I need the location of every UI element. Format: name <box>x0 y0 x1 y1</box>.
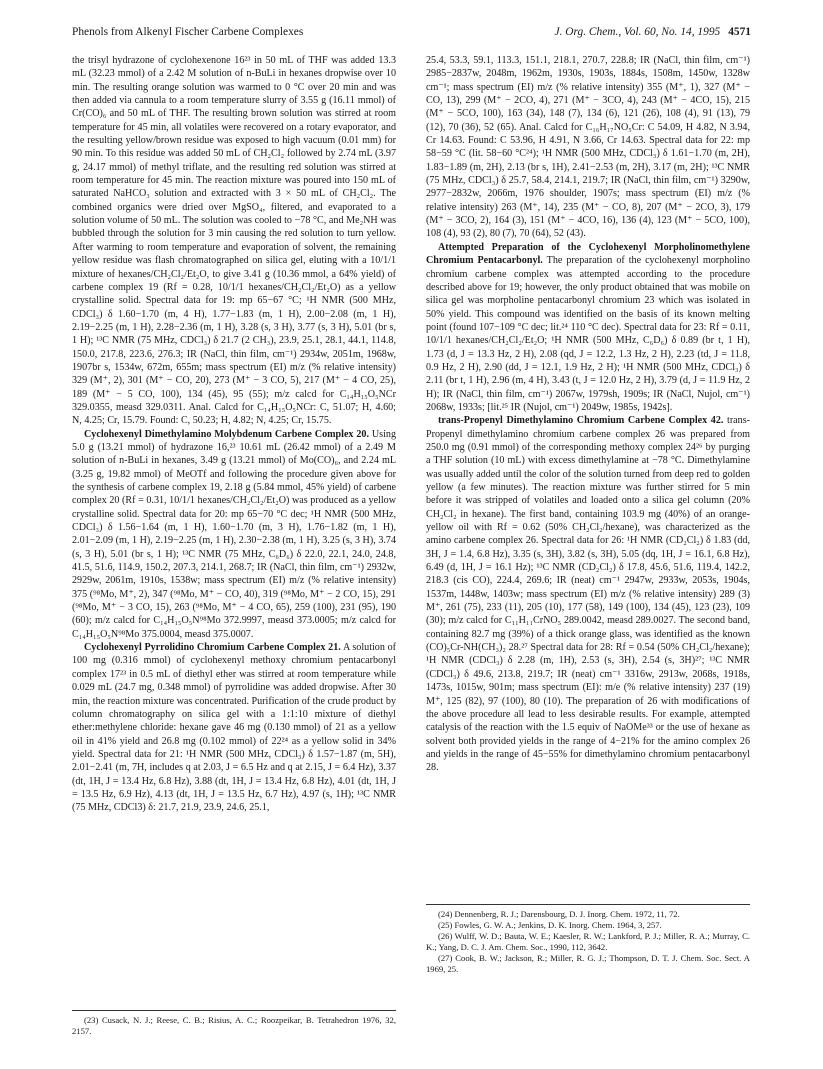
footnote: (26) Wulff, W. D.; Bauta, W. E.; Kaesler, R. W.; Lankford, P. J.; Miller, R. A.; Murray, C. K.; Yang, D. C. J. Am. Chem. Soc., 1990, 112, 3642. <box>426 931 750 952</box>
footnotes-right <box>426 904 750 975</box>
paragraph <box>426 241 750 414</box>
paragraph <box>72 428 396 642</box>
paragraph-body: The preparation of the cyclohexenyl morpholino chromium carbene complex was attempted according to the procedure described above for 19; however, the only product obtained that was mobile on silica gel was morpholine pentacarbonyl chromium 23 which was isolated in 50% yield. This compound was identified on the basis of its known melting point (found 107−109 °C dec; lit.²⁴ 110 °C dec). Spectral data for 23: Rf = 0.11, 10/1/1 hexanes/CH₂Cl₂/Et₂O; ¹H NMR (500 MHz, C₆D₆) δ 0.89 (br t, 1 H), 1.73 (d, J = 13.3 Hz, 2 H), 2.08 (qd, J = 12.2, 1.3 Hz, 2 H), 2.23 (td, J = 11.8, 0.9 Hz, 2 H), 2.90 (dd, J = 12.1, 1.9 Hz, 2 H); ¹H NMR (500 MHz, CDCl₃) δ 2.11 (br t, 1 H), 2.96 (m, 4 H), 3.43 (t, J = 12.0 Hz, 2 H), 3.79 (d, J = 11.9 Hz, 2 H); IR (NaCl, thin film, cm⁻¹) 2067w, 1979sh, 1909s; IR (NaCl, Nujol, cm⁻¹) 2068w, 1933s; [lit.²⁵ IR (Nujol, cm⁻¹) 2049w, 1985s, 1942s]. <box>426 255 750 413</box>
footnotes-left <box>72 1010 396 1037</box>
section-heading: Attempted Preparation of the Cyclohexenyl Morpholinomethylene Chromium Pentacarbonyl. <box>426 241 750 267</box>
section-heading: trans-Propenyl Dimethylamino Chromium Carbene Complex 42. <box>438 415 724 427</box>
paragraph: 25.4, 53.3, 59.1, 113.3, 151.1, 218.1, 270.7, 228.8; IR (NaCl, thin film, cm⁻¹) 2985−2837w, 2048m, 1962m, 1930s, 1903s, 1884s, 1508m, 1450w, 1328w cm⁻¹; mass spectrum (EI) m/z (% relative intensity) 355 (M⁺, 1), 327 (M⁺ − CO, 13), 299 (M⁺ − 2CO, 4), 271 (M⁺ − 3CO, 4), 243 (M⁺ − 4CO, 15), 215 (M⁺ − 5CO, 100), 163 (34), 148 (7), 134 (6), 121 (26), 108 (4), 91 (13), 79 (12), 70 (36), 52 (65). Anal. Calcd for C₁₆H₁₇NO₅Cr: C 54.09, H 4.82, N 3.94, Cr 14.63. Found: C 53.96, H 4.91, N 3.66, Cr 14.63. Spectral data for 22: mp 58−59 °C (lit. 58−60 °C²⁴); ¹H NMR (500 MHz, CDCl₃) δ 1.61−1.70 (m, 2H), 1.83−1.89 (m, 2H), 2.13 (br s, 1H), 2.41−2.53 (m, 2H), 3.17 (m, 2H); ¹³C NMR (75 MHz, CDCl₃) δ 25.7, 58.4, 214.1, 219.7; IR (NaCl, thin film, cm⁻¹) 3290w, 2977−2832w, 2066m, 1976 shoulder, 1907s; mass spectrum (EI) m/z (% relative intensity) 263 (M⁺, 14), 235 (M⁺ − CO, 8), 207 (M⁺ − 2CO, 3), 179 (M⁺ − 3CO, 2), 164 (3), 151 (M⁺ − 4CO, 16), 136 (4), 123 (M⁺ − 5CO, 100), 108 (4), 93 (2), 80 (7), 70 (64), 52 (43). <box>426 55 750 240</box>
paragraph-body: Using 5.0 g (13.21 mmol) of hydrazone 16,²³ 10.61 mL (26.42 mmol) of a 2.49 M solution of n-BuLi in hexanes, 3.49 g (13.21 mmol) of Mo(CO)₆, and 2.24 mL (3.25 g, 19.82 mmol) of MeOTf and following the procedure given above for the synthesis of carbene complex 19, 2.18 g (5.84 mmol, 45% yield) of carbene complex 20 (Rf = 0.31, 10/1/1 hexanes/CH₂Cl₂/Et₂O) was produced as a yellow crystalline solid. Spectral data for 20: mp 65−70 °C dec; ¹H NMR (500 MHz, CDCl₃) δ 1.56−1.64 (m, 1 H), 1.60−1.70 (m, 3 H), 1.76−1.82 (m, 1 H), 2.01−2.09 (m, 1 H), 2.19−2.25 (m, 1 H), 2.30−2.38 (m, 1 H), 3.25 (s, 3 H), 3.74 (s, 3 H), 5.01 (br s, 1 H); ¹³C NMR (75 MHz, C₆D₆) δ 22.0, 22.1, 24.0, 24.8, 41.5, 51.6, 114.9, 150.2, 207.3, 214.1, 268.7; IR (NaCl, thin film, cm⁻¹) 2932w, 2929w, 2061m, 1910s, 1538w; mass spectrum (EI) m/z (% relative intensity) 375 (⁹⁸Mo, M⁺, 2), 347 (⁹⁸Mo, M⁺ − CO, 40), 319 (⁹⁸Mo, M⁺ − 2 CO, 15), 291 (⁹⁸Mo, M⁺ − 3 CO, 15), 263 (⁹⁸Mo, M⁺ − 4 CO, 65), 259 (100), 231 (95), 190 (60); m/z calcd for C₁₄H₁₅O₅N⁹⁸Mo 372.9997, measd 373.0005; m/z calcd for C₁₄H₁₅O₅N⁹⁸Mo 375.0004, measd 375.0007. <box>72 428 396 640</box>
left-column <box>72 54 396 815</box>
journal-name: J. Org. Chem., Vol. 60, No. 14, 1995 <box>554 26 721 38</box>
footnote: (27) Cook, B. W.; Jackson, R.; Miller, R. G. J.; Thompson, D. T. J. Chem. Soc. Sect. A 1969, 25. <box>426 953 750 974</box>
journal-citation <box>555 26 751 38</box>
running-title: Phenols from Alkenyl Fischer Carbene Complexes <box>72 26 304 38</box>
paragraph <box>72 641 396 814</box>
paragraph-body: A solution of 100 mg (0.316 mmol) of cyclohexenyl methoxy chromium pentacarbonyl complex 17²³ in 0.5 mL of diethyl ether was stirred at room temperature while 0.029 mL (24.7 mg, 0.348 mmol) of pyrrolidine was added dropwise. After 30 min, the reaction mixture was concentrated. Purification of the crude product by column chromatography on silica gel with a 1:1:10 mixture of diethyl ether:methylene chloride: hexane gave 46 mg (0.130 mmol) of 21 as a yellow oil in 41% yield and 26.8 mg (0.102 mmol) of 22²⁴ as a yellow solid in 34% yield. Spectral data for 21: ¹H NMR (500 MHz, CDCl₃) δ 1.57−1.87 (m, 5H), 2.01−2.41 (m, 7H, includes q at 2.03, J = 6.5 Hz and q at 2.15, J = 6.4 Hz), 3.37 (dt, 1H, J = 13.4 Hz, 6.8 Hz), 3.88 (dt, 1H, J = 13.4 Hz, 6.8 Hz), 4.01 (dt, 1H, J = 13.5 Hz, 6.9 Hz), 4.13 (dt, 1H, J = 13.5 Hz, 6.7 Hz), 4.97 (s, 1H); ¹³C NMR (75 MHz, CDCl3) δ: 21.7, 21.9, 23.9, 24.6, 25.1, <box>72 642 397 814</box>
right-column <box>426 54 750 775</box>
footnote: (24) Dennenberg, R. J.; Darensbourg, D. J. Inorg. Chem. 1972, 11, 72. <box>438 909 680 919</box>
paragraph <box>426 414 750 774</box>
page-number: 4571 <box>728 26 751 38</box>
footnote: (23) Cusack, N. J.; Reese, C. B.; Risius, A. C.; Roozpeikar, B. Tetrahedron 1976, 32, 2157. <box>72 1015 396 1036</box>
running-header <box>72 26 751 44</box>
footnote: (25) Fowles, G. W. A.; Jenkins, D. K. Inorg. Chem. 1964, 3, 257. <box>438 920 662 930</box>
section-heading: Cyclohexenyl Dimethylamino Molybdenum Carbene Complex 20. <box>84 428 369 440</box>
section-heading: Cyclohexenyl Pyrrolidino Chromium Carbene Complex 21. <box>84 642 341 654</box>
paragraph-body: trans-Propenyl dimethylamino chromium carbene complex 26 was prepared from 250.0 mg (0.91 mmol) of the corresponding methoxy complex 24²⁶ by purging a THF solution (10 mL) with excess dimethylamine at −78 °C. Dimethylamine was usually added until the color of the solution turned from deep red to golden yellow (a few minutes). The reaction mixture was further stirred for 5 min before it was stripped of volatiles and loaded onto a silica gel column (20% CH₂Cl₂ in hexane). The first band, containing 103.9 mg (40%) of an orange-yellow oil with Rf = 0.62 (50% CH₂Cl₂/hexane), was characterized as the amino carbene complex 26. Spectral data for 26: ¹H NMR (CD₂Cl₂) δ 1.83 (dd, 3H, J = 1.4, 6.8 Hz), 3.35 (s, 3H), 3.82 (s, 3H), 5.05 (dq, 1H, J = 16.1, 6.8 Hz), 6.49 (d, 1H, J = 16.1 Hz); ¹³C NMR (CD₂Cl₂) δ 17.8, 45.6, 51.6, 119.4, 142.2, 218.3 (cis CO), 224.4, 269.6; IR (neat) cm⁻¹ 2947w, 2933w, 2053s, 1904s, 1537m, 1448w, 1403w; mass spectrum (EI) m/z (% relative intensity) 289 (3) M⁺, 261 (75), 233 (11), 205 (10), 177 (58), 149 (100), 134 (45), 123 (23), 109 (30); m/z calcd for C₁₁H₁₁CrNO₅ 289.0042, measd 289.0027. The second band, containing 82.7 mg (39%) of a thick orange glass, was identified as the known (CO)₅Cr-NH(CH₃)₂ 28.²⁷ Spectral data for 28: Rf = 0.54 (50% CH₂Cl₂/hexane); ¹H NMR (CDCl₃) δ 2.28 (m, 1H), 2.53 (s, 3H), 2.54 (s, 3H)²⁷; ¹³C NMR (CDCl₃) δ 49.6, 213.8, 219.7; IR (neat) cm⁻¹ 3316w, 2913w, 2068s, 1918s, 1473s, 1015w, 901m; mass spectrum (EI): m/e (% relative intensity) 237 (19) M⁺, 125 (82), 97 (100), 80 (10). The preparation of 26 with modifications of the above procedure all lead to less desirable results. For example, attempted catalysis of the reaction with the 1.5 equiv of NaOMe³³ or the use of hexane as solvent both provided yields in the range of 4−21% for the amino complex 26 and yields in the range of 45−55% for dimethylamino chromium pentacarbonyl 28. <box>426 415 750 774</box>
paragraph: the trisyl hydrazone of cyclohexenone 16²³ in 50 mL of THF was added 13.3 mL (32.23 mmol) of a 2.42 M solution of n-BuLi in hexanes dropwise over 10 min. The resulting orange solution was warmed to 0 °C over 20 min and was then added via cannula to a room temperature slurry of 3.55 g (16.11 mmol) of Cr(CO)₆ and 50 mL of THF. The resulting brown solution was stirred at room temperature for 45 min, all volatiles were recovered on a rotary evaporator, and the resulting yellow/brown residue was exposed to high vacuum (0.01 mm) for 90 min. To this residue was added 50 mL of CH₂Cl₂ followed by 2.74 mL (3.97 g, 24.17 mmol) of methyl triflate, and the resulting red solution was stirred at room temperature for 45 min. The reaction mixture was poured into 150 mL of saturated NaHCO₃ solution and extracted with 3 × 50 mL of CH₂Cl₂. The combined organics were dried over MgSO₄, filtered, and evaporated to a solution volume of 50 mL. The solution was cooled to −78 °C, and Me₂NH was bubbled through the solution for 3 min causing the red solution to turn yellow. After warming to room temperature and evaporation of solvent, the remaining yellow residue was flash chromatographed on silica gel, eluting with a 10/1/1 mixture of hexanes/CH₂Cl₂/Et₂O, to give 3.41 g (10.36 mmol, a 64% yield) of carbene complex 19 (Rf = 0.28, 10/1/1 hexanes/CH₂Cl₂/Et₂O) as a yellow crystalline solid. Spectral data for 19: mp 65−67 °C; ¹H NMR (500 MHz, CDCl₃) δ 1.60−1.70 (m, 4 H), 1.77−1.83 (m, 1 H), 2.00−2.08 (m, 1 H), 2.19−2.25 (m, 1 H), 2.28−2.36 (m, 1 H), 3.28 (s, 3 H), 3.77 (s, 3 H), 5.01 (br s, 1 H); ¹³C NMR (75 MHz, CDCl₃) δ 21.7 (2 CH₃), 23.9, 25.1, 28.1, 44.1, 114.8, 150.0, 217.8, 223.6, 276.3; IR (NaCl, thin film, cm⁻¹) 2934w, 2051m, 1968w, 1907br s, 1534w, 672m, 655m; mass spectrum (EI) m/z (% relative intensity) 329 (M⁺, 2), 301 (M⁺ − CO, 20), 273 (M⁺ − 3 CO, 5), 217 (M⁺ − 4 CO, 25), 189 (M⁺ − 5 CO, 100), 134 (45), 95 (55); m/z calcd for C₁₄H₁₅O₅NCr 329.0355, measd 329.0311. Anal. Calcd for C₁₄H₁₅O₅NCr: C, 51.07; H, 4.60; N, 4.25; Cr, 15.79. Found: C, 50.23; H, 4.82; N, 4.25; Cr, 15.75. <box>72 55 396 427</box>
